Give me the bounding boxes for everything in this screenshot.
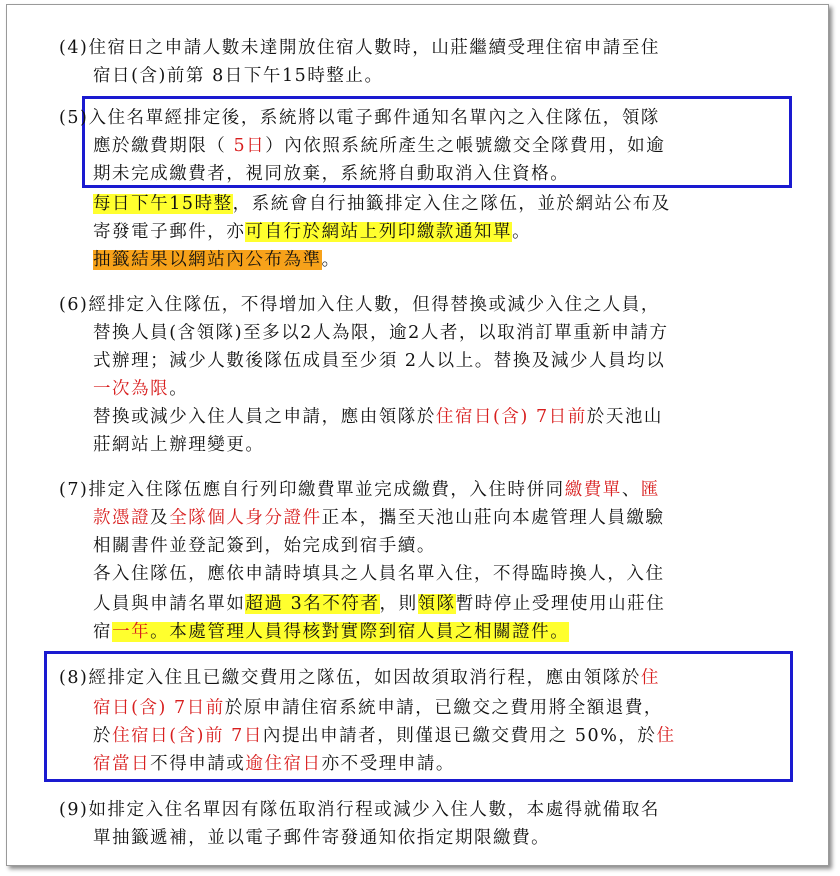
item-8-red-3: 住宿日(含)前 7日 xyxy=(112,726,263,746)
item-5-line-5a: 寄發電子郵件，亦 xyxy=(93,222,246,242)
item-7-remit-2: 款憑證 xyxy=(93,508,151,528)
item-4-line-2: 宿日(含)前第 8日下午15時整止。 xyxy=(93,66,384,86)
item-7-one-year: 一年 xyxy=(112,622,151,642)
item-7-line-2d: 正本，攜至天池山莊向本處管理人員繳驗 xyxy=(321,508,665,528)
item-8-line-4b: 不得申請或 xyxy=(150,754,246,774)
item-8-red-4: 住 xyxy=(656,726,676,746)
item-6-line-4b: 。 xyxy=(169,379,189,399)
item-7-payment-slip: 繳費單 xyxy=(564,480,622,500)
item-7-line-2b: 及 xyxy=(150,508,170,528)
item-5-line-1: (5)入住名單經排定後，系統將以電子郵件通知名單內之入住隊伍，領隊 xyxy=(59,108,660,128)
item-5-draw-time: 每日下午15時整 xyxy=(93,194,233,214)
item-8-red-5: 宿當日 xyxy=(93,754,151,774)
item-8-line-4d: 亦不受理申請。 xyxy=(321,754,455,774)
item-8-line-2b: 於原申請住宿系統申請，已繳交之費用將全額退費， xyxy=(224,698,663,718)
item-6-line-1: (6)經排定入住隊伍，不得增加入住人數，但得替換或減少入住之人員， xyxy=(59,295,660,315)
item-6-deadline: 住宿日(含) 7日前 xyxy=(435,407,587,427)
item-5-line-2b: ）內依照系統所產生之帳號繳交全隊費用，如逾 xyxy=(265,136,666,156)
item-5-line-5c: 。 xyxy=(512,222,532,242)
item-7-remit-1: 匯 xyxy=(640,480,660,500)
item-8-line-3c: 內提出申請者，則僅退已繳交費用之 50%，於 xyxy=(262,726,657,746)
item-6-once-only: 一次為限 xyxy=(93,379,170,399)
item-6-line-6: 莊網站上辦理變更。 xyxy=(93,435,265,455)
item-6-line-5c: 於天池山 xyxy=(586,407,663,427)
item-9-line-1: (9)如排定入住名單因有隊伍取消行程或減少入住人數，本處得就備取名 xyxy=(59,800,660,820)
item-7-line-6a: 宿 xyxy=(93,622,113,642)
item-7-verify: 。本處管理人員得核對實際到宿人員之相關證件。 xyxy=(150,622,570,642)
item-9-line-2: 單抽籤遞補，並以電子郵件寄發通知依指定期限繳費。 xyxy=(93,828,551,848)
document-page xyxy=(6,4,829,866)
item-7-line-5a: 人員與申請名單如 xyxy=(93,594,246,614)
item-8-line-1a: (8)經排定入住且已繳交費用之隊伍，如因故須取消行程，應由領隊於 xyxy=(59,668,641,688)
item-7-line-4: 各入住隊伍，應依申請時填具之人員名單入住，不得臨時換人，入住 xyxy=(93,564,665,584)
item-7-line-3: 相關書件並登記簽到，始完成到宿手續。 xyxy=(93,536,436,556)
item-4-line-1: (4)住宿日之申請人數未達開放住宿人數時，山莊繼續受理住宿申請至住 xyxy=(59,38,660,58)
item-8-red-6: 逾住宿日 xyxy=(245,754,322,774)
item-7-mismatch: 超過 3名不符者 xyxy=(245,594,380,614)
item-5-line-4b: ，系統會自行抽籤排定入住之隊伍，並於網站公布及 xyxy=(232,194,671,214)
item-7-id-docs: 全隊個人身分證件 xyxy=(169,508,322,528)
item-7-line-1c: 、 xyxy=(621,480,641,500)
item-8-line-3a: 於 xyxy=(93,726,113,746)
item-5-line-6b: 。 xyxy=(321,250,341,270)
item-5-draw-result: 抽籤結果以網站內公布為準 xyxy=(93,250,322,270)
item-8-red-2: 宿日(含) 7日前 xyxy=(93,698,225,718)
item-6-line-3: 式辦理；減少人數後隊伍成員至少須 2人以上。替換及減少人員均以 xyxy=(93,351,666,371)
item-7-line-5c: ，則 xyxy=(379,594,418,614)
item-7-leader: 領隊 xyxy=(417,594,456,614)
item-5-payment-deadline: 5日 xyxy=(233,136,266,156)
item-5-line-3: 期未完成繳費者，視同放棄，系統將自動取消入住資格。 xyxy=(93,164,570,184)
item-5-line-2a: 應於繳費期限（ xyxy=(93,136,234,156)
item-6-line-5a: 替換或減少入住人員之申請，應由領隊於 xyxy=(93,407,436,427)
item-5-print-notice: 可自行於網站上列印繳款通知單 xyxy=(245,222,513,242)
item-8-red-1: 住 xyxy=(640,668,660,688)
item-7-line-1a: (7)排定入住隊伍應自行列印繳費單並完成繳費，入住時併同 xyxy=(59,480,565,500)
item-7-line-5e: 暫時停止受理使用山莊住 xyxy=(455,594,666,614)
item-6-line-2: 替換人員(含領隊)至多以2人為限，逾2人者，以取消訂單重新申請方 xyxy=(93,323,669,343)
